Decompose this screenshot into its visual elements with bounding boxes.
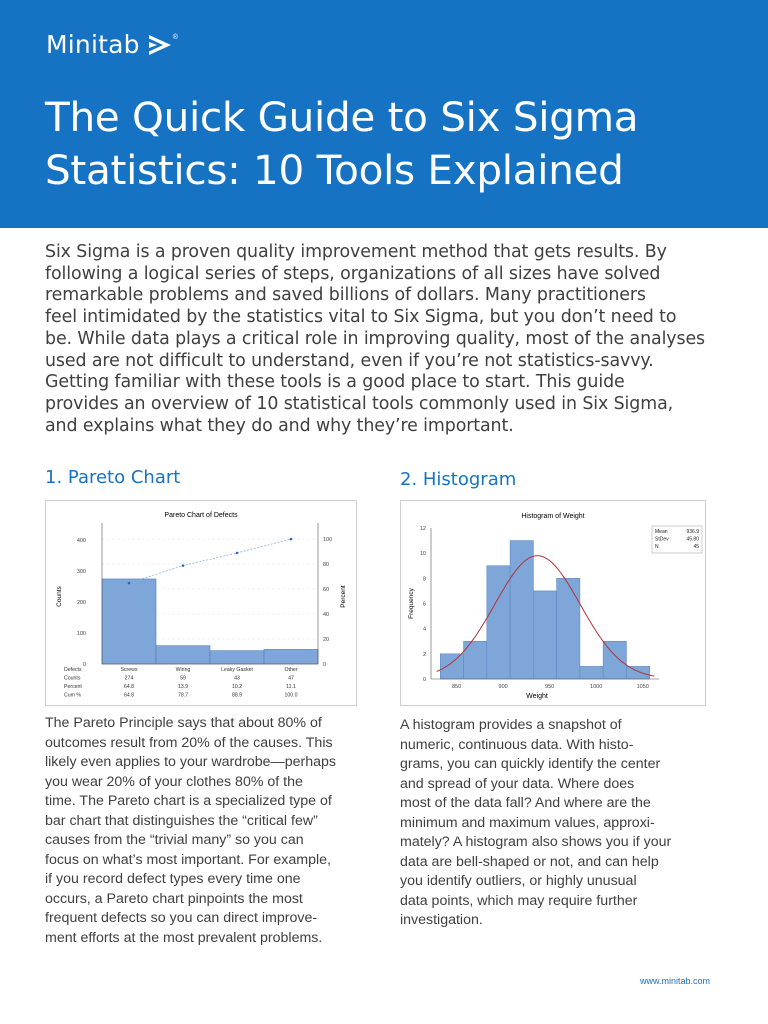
histogram-text-line: grams, you can quickly identify the center: [400, 756, 661, 772]
pareto-bar: [210, 651, 264, 664]
pareto-text-line: likely even applies to your wardrobe—perhaps: [45, 754, 337, 770]
y2-axis-label: Percent: [340, 585, 347, 608]
pareto-text-line: you wear 20% of your clothes 80% of the: [45, 773, 303, 790]
brand-name: Minitab: [46, 30, 140, 59]
pareto-text-line: bar chart that distinguishes the “critical few”: [45, 812, 318, 829]
pareto-text-line: time. The Pareto chart is a specialized type of: [45, 793, 332, 809]
x-tick-label: 900: [498, 684, 508, 690]
minitab-arrow-icon: [148, 34, 172, 56]
table-cell: 64.8: [123, 684, 135, 690]
y-tick-label: 300: [76, 568, 86, 575]
y-tick-label: 12: [419, 526, 426, 532]
pareto-description: [45, 714, 365, 948]
cumulative-percent-point: [236, 552, 239, 555]
chart-title: Pareto Chart of Defects: [164, 512, 238, 519]
y2-tick-label: 100: [323, 537, 333, 543]
pareto-chart-panel: [45, 500, 357, 706]
stats-value: 45: [693, 544, 699, 550]
header-banner: [0, 0, 768, 228]
table-cell: 13.9: [177, 684, 189, 690]
intro-line: be. While data plays a critical role in improving quality, most of the analyses: [45, 328, 706, 349]
section-heading-histogram: 2. Histogram: [400, 469, 517, 490]
histogram-text-line: data are bell-shaped or not, and can help: [400, 853, 659, 870]
table-cell: 100.0: [284, 692, 298, 699]
histogram-chart-panel: [400, 500, 706, 706]
title-line: The Quick Guide to Six Sigma: [45, 93, 639, 141]
pareto-text-line: occurs, a Pareto chart pinpoints the most: [45, 890, 303, 907]
histogram-text-line: most of the data fall? And where are the: [400, 795, 651, 811]
x-tick-label: 1050: [636, 684, 649, 690]
table-row-label: Defects: [64, 667, 82, 673]
histogram-text-line: minimum and maximum values, approxi-: [400, 814, 655, 831]
y-tick-label: 8: [422, 576, 426, 583]
pareto-bar: [102, 579, 156, 664]
intro-line: feel intimidated by the statistics vital to Six Sigma, but you don’t need to: [45, 307, 677, 328]
table-row-label: Cum %: [64, 692, 82, 699]
histogram-bar: [510, 541, 533, 679]
intro-paragraph: [45, 242, 735, 437]
y2-tick-label: 0: [323, 662, 327, 668]
y-tick-label: 0: [422, 677, 426, 683]
table-row-label: Percent: [64, 684, 82, 690]
histogram-text-line: A histogram provides a snapshot of: [400, 717, 622, 733]
intro-line: Getting familiar with these tools is a good place to start. This guide: [45, 372, 625, 393]
table-cell: 11.1: [286, 684, 296, 690]
histogram-text-line: investigation.: [400, 912, 483, 928]
histogram-bar: [487, 566, 510, 679]
y-axis-label: Counts: [56, 586, 63, 607]
y-tick-label: 100: [76, 630, 86, 637]
histogram-text-line: numeric, continuous data. With histo-: [400, 736, 634, 753]
histogram-bar: [603, 641, 626, 679]
y-tick-label: 10: [419, 551, 426, 558]
histogram-bar: [557, 578, 580, 679]
intro-line: following a logical series of steps, organizations of all sizes have solved: [45, 263, 661, 284]
histogram-description: [400, 716, 720, 931]
chart-title: Histogram of Weight: [521, 513, 585, 520]
y2-tick-label: 60: [323, 587, 330, 593]
table-cell: 274: [124, 675, 134, 682]
histogram-bar: [440, 654, 463, 679]
stats-value: 936.9: [686, 529, 699, 535]
table-cell: 59: [180, 675, 186, 682]
cumulative-percent-line: [129, 539, 291, 583]
pareto-text-line: if you record defect types every time one: [45, 871, 301, 887]
intro-line: Six Sigma is a proven quality improvement method that gets results. By: [45, 242, 667, 262]
pareto-text-line: The Pareto Principle says that about 80% of: [45, 715, 322, 731]
histogram-text-line: mately? A histogram also shows you if your: [400, 834, 672, 850]
pareto-chart: [46, 501, 356, 705]
intro-line: and explains what they do and why they’re important.: [45, 415, 514, 436]
section-heading-pareto: 1. Pareto Chart: [45, 467, 181, 488]
y-tick-label: 4: [422, 626, 426, 633]
histogram-bar: [533, 591, 556, 679]
y2-tick-label: 40: [323, 612, 330, 618]
y-tick-label: 2: [422, 651, 426, 658]
page-title: [45, 91, 745, 197]
y-tick-label: 200: [76, 599, 86, 606]
x-axis-label: Weight: [526, 693, 548, 700]
stats-label: N: [655, 544, 659, 550]
intro-line: used are not difficult to understand, even if you’re not statistics-savvy.: [45, 350, 654, 371]
pareto-text-line: frequent defects so you can direct improve-: [45, 910, 318, 926]
y2-tick-label: 80: [323, 562, 330, 568]
table-cell: 47: [288, 675, 294, 682]
histogram-bar: [580, 666, 603, 679]
pareto-text-line: causes from the “trivial many” so you can: [45, 832, 304, 848]
table-cell: 64.8: [123, 692, 135, 699]
brand-logo[interactable]: [46, 30, 178, 59]
table-cell: Wiring: [175, 667, 191, 673]
y-tick-label: 6: [422, 601, 426, 608]
table-cell: 43: [234, 675, 240, 682]
footer-website-link[interactable]: www.minitab.com: [640, 976, 711, 986]
table-cell: 78.7: [177, 692, 189, 699]
table-row-label: Counts: [64, 675, 81, 682]
pareto-text-line: ment efforts at the most prevalent problems.: [45, 929, 323, 946]
pareto-bar: [156, 646, 210, 664]
histogram-bar: [626, 666, 649, 679]
pareto-bar: [264, 649, 318, 664]
y-tick-label: 400: [76, 537, 86, 544]
histogram-text-line: and spread of your data. Where does: [400, 775, 635, 792]
y2-tick-label: 20: [323, 637, 330, 643]
intro-line: provides an overview of 10 statistical tools commonly used in Six Sigma,: [45, 393, 674, 414]
histogram-text-line: data points, which may require further: [400, 892, 638, 909]
cumulative-percent-point: [290, 538, 293, 541]
y-axis-label: Frequency: [408, 588, 415, 619]
pareto-text-line: outcomes result from 20% of the causes. This: [45, 734, 333, 751]
table-cell: Screws: [120, 667, 138, 673]
table-cell: 88.9: [231, 692, 243, 699]
intro-line: remarkable problems and saved billions of dollars. Many practitioners: [45, 285, 646, 306]
x-tick-label: 1000: [590, 684, 603, 690]
cumulative-percent-point: [182, 564, 185, 567]
histogram-chart: [401, 501, 705, 705]
pareto-text-line: focus on what’s most important. For example,: [45, 851, 331, 868]
histogram-text-line: you identify outliers, or highly unusual: [400, 873, 637, 889]
stats-value: 45.80: [686, 536, 699, 543]
x-tick-label: 850: [451, 684, 462, 690]
table-cell: Leaky Gasket: [221, 667, 253, 673]
cumulative-percent-point: [128, 582, 131, 585]
table-cell: 10.2: [231, 684, 243, 690]
y-tick-label: 0: [82, 662, 86, 668]
stats-label: StDev: [655, 536, 669, 543]
stats-label: Mean: [655, 529, 668, 535]
x-tick-label: 950: [545, 684, 555, 690]
title-line: Statistics: 10 Tools Explained: [45, 146, 624, 194]
table-cell: Other: [284, 667, 298, 673]
registered-mark: ®: [172, 34, 178, 41]
